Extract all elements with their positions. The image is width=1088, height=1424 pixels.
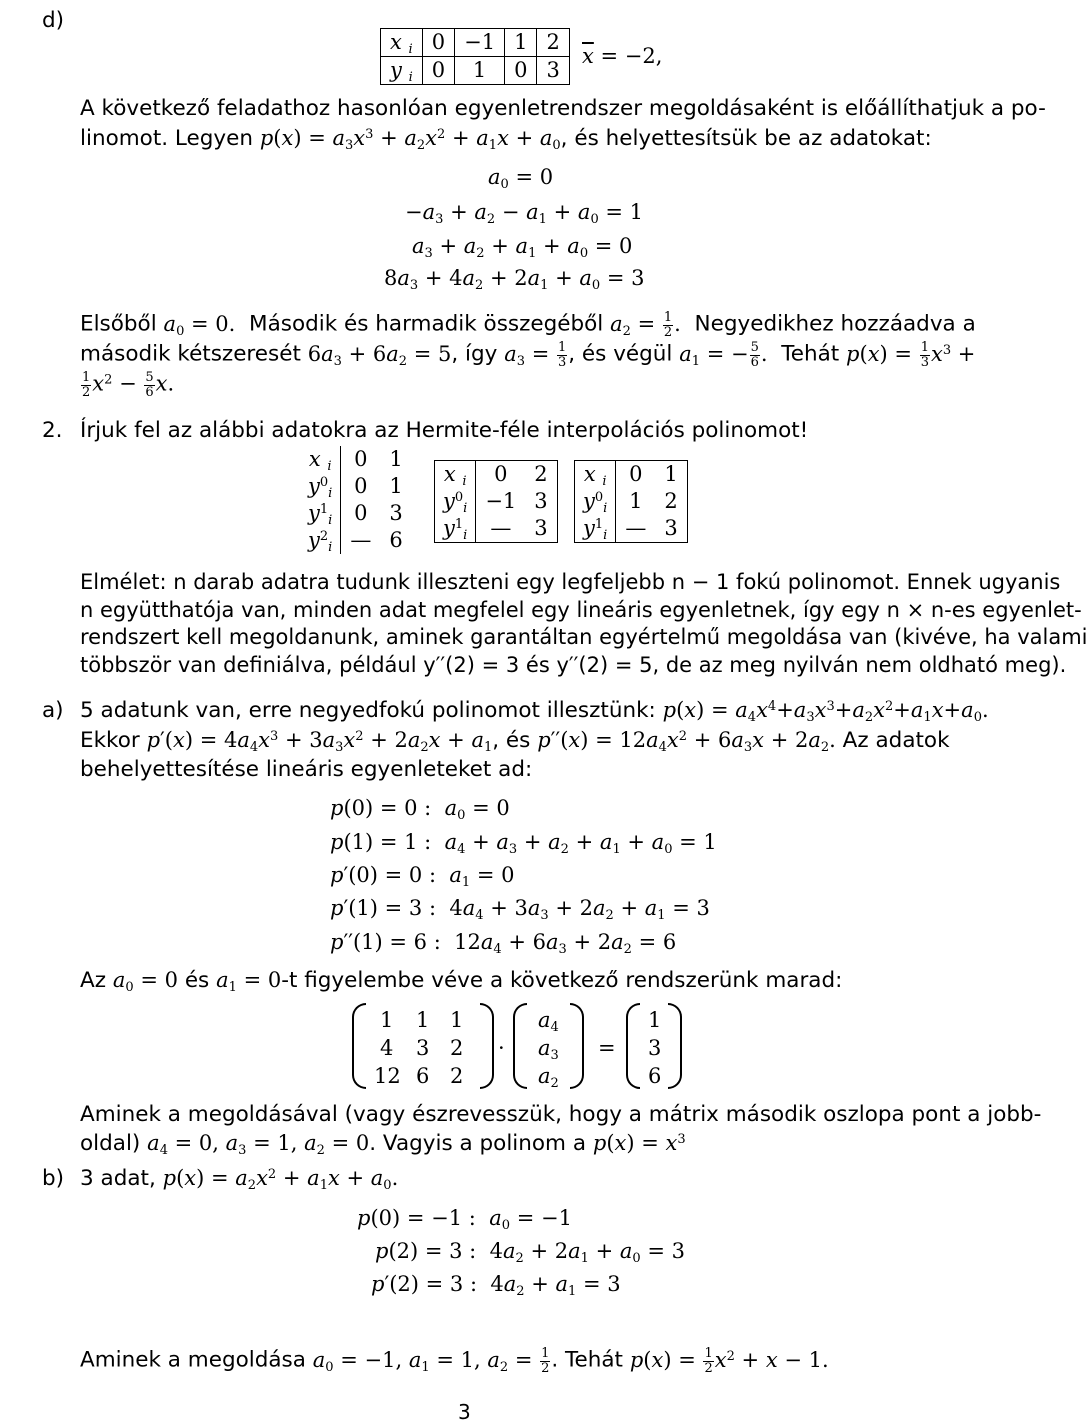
table-cell: 3 [537, 57, 569, 85]
matrix-cell: 2 [450, 1064, 464, 1088]
table-row: $y^0_i$ −1 3 [435, 488, 557, 515]
matrix-cell: 1 [450, 1008, 464, 1032]
page-number: 3 [458, 1400, 471, 1424]
cond-5: p′′(1) = 6 : $12a_4 + 6a_3 + 2a_2 = 6$ [330, 930, 677, 958]
hermite-table-1 [300, 446, 412, 554]
part-a-solution-1: Aminek a megoldásával (vagy észrevesszük, hogy a mátrix második oszlopa pont a jobb- [80, 1102, 1042, 1127]
matrix-cell: 12 [374, 1064, 401, 1088]
table-cell: 0 [354, 447, 368, 471]
table-cell: 2 [537, 29, 569, 57]
equals-sign: = [598, 1036, 616, 1060]
solution-line-1: Elsőből $a_0 = 0$. Második és harmadik összegéből $a_2$ = $\frac{1}{2}$ . Negyedikhez hozzáadva a [80, 310, 976, 340]
matrix-cell: 1 [416, 1008, 430, 1032]
table-cell: 6 [389, 528, 403, 552]
table-row: $y^1_i$ 0 3 [300, 500, 412, 527]
table-cell: 0 [431, 30, 446, 54]
solution-line-2: második kétszeresét $6a_3 + 6a_2 = 5$, így $a_3$ = $\frac{1}{3}$ , és végül $a_1$ = − $\frac{5}{6}$ . Tehát p(x) = $\frac{1}{3}$ $x^3$ + [80, 340, 976, 370]
cond-b-3: p′(2) = 3 : $4a_2 + a_1 = 3$ [371, 1272, 621, 1300]
dot-operator: · [498, 1036, 505, 1060]
hermite-table-3 [574, 460, 688, 543]
table-cell: 0 [505, 57, 537, 85]
intro-line-2: linomot. Legyen $p(x) = a_3x^3 + a_2x^2 + a_1x + a_0$, és helyettesítsük be az adatokat: [80, 126, 932, 154]
right-paren [668, 1003, 682, 1089]
matrix-cell: 1 [380, 1008, 394, 1032]
table-row: $y^1_i$ — 3 [435, 515, 557, 542]
part-d-label: d) [42, 8, 65, 33]
table-row: x $_i$ 0 −1 1 2 [381, 29, 570, 57]
table-cell: 0 [354, 474, 368, 498]
theory-line-2: n együtthatója van, minden adat megfelel egy lineáris egyenletnek, így egy n × n-es egyenlet- [80, 598, 1082, 622]
table-cell: 1 [629, 489, 643, 513]
left-paren [513, 1003, 527, 1089]
eq-2: $-a_3 + a_2 - a_1 + a_0 = 1$ [405, 200, 644, 228]
part-b-label: b) [42, 1166, 65, 1191]
table-cell: 1 [389, 474, 403, 498]
vector-cell: 1 [648, 1008, 662, 1032]
table-cell: 3 [534, 516, 548, 540]
part-a-line-2: Ekkor $p'(x) = 4a_4x^3 + 3a_3x^2 + 2a_2x + a_1$, és $p''(x) = 12a_4x^2 + 6a_3x + 2a_2$. Az adatok [80, 728, 950, 756]
table-row: $y^0_i$ 0 1 [300, 473, 412, 500]
task-2-title: Írjuk fel az alábbi adatokra az Hermite-féle interpolációs polinomot! [80, 418, 809, 443]
table-cell: 2 [664, 489, 678, 513]
cond-3: p′(0) = 0 : $a_1 = 0$ [330, 863, 515, 891]
right-paren [480, 1003, 494, 1089]
coefficient-matrix [374, 1008, 474, 1088]
cond-b-2: p(2) = 3 : $4a_2 + 2a_1 + a_0 = 3$ [375, 1239, 685, 1267]
vector-cell: 6 [648, 1064, 662, 1088]
vector-cell: 3 [648, 1036, 662, 1060]
theory-line-3: rendszert kell megoldanunk, aminek garantáltan egyértelmű megoldása van (kivéve, ha valami [80, 625, 1088, 649]
table-row: x $_i$ 0 1 [300, 446, 412, 473]
table-row: y $_i$ 0 1 0 3 [381, 57, 570, 85]
hermite-table-2 [434, 460, 558, 543]
theory-line-1: Elmélet: n darab adatra tudunk illeszteni egy legfeljebb n − 1 fokú polinomot. Ennek ugyanis [80, 570, 1061, 594]
eq-1: $a_0 = 0$ [488, 165, 554, 193]
table-cell: 1 [664, 462, 678, 486]
table-cell: — [350, 528, 372, 552]
cond-2: p(1) = 1 : $a_4 + a_3 + a_2 + a_1 + a_0 = 1$ [330, 830, 717, 858]
table-cell: — [490, 516, 512, 540]
left-paren [352, 1003, 366, 1089]
table-row: x $_i$ 0 1 [575, 461, 687, 488]
eq-4: $8a_3 + 4a_2 + 2a_1 + a_0 = 3$ [384, 266, 645, 294]
part-a-line-1: 5 adatunk van, erre negyedfokú polinomot illesztünk: $p(x) = a_4x^4+a_3x^3+a_2x^2+a_1x+a_0$. [80, 698, 989, 726]
data-table-d [380, 28, 570, 85]
intro-line-1: A következő feladathoz hasonlóan egyenletrendszer megoldásaként is előállíthatjuk a po- [80, 96, 1046, 121]
table-cell: 2 [534, 462, 548, 486]
part-b-solution: Aminek a megoldása $a_0 = -1$, $a_1 = 1$, $a_2$ = $\frac{1}{2}$ . Tehát p(x) = $\frac{1}{2}$ $x^2 + x - 1$. [80, 1346, 829, 1376]
table-row: $y^1_i$ — 3 [575, 515, 687, 542]
cond-1: p(0) = 0 : $a_0 = 0$ [330, 796, 510, 824]
table-cell: −1 [455, 29, 505, 57]
table-cell: 3 [389, 501, 403, 525]
solution-line-3: $\frac{1}{2}$ $x^2$ − $\frac{5}{6}$ x. [82, 370, 175, 400]
table-cell: — [625, 516, 647, 540]
table-cell: 0 [431, 58, 446, 82]
table-cell: 1 [389, 447, 403, 471]
system-intro: Az $a_0 = 0$ és $a_1 = 0-t$ figyelembe véve a következő rendszerünk marad: [80, 968, 843, 996]
task-2-label: 2. [42, 418, 63, 443]
cond-b-1: p(0) = −1 : $a_0 = -1$ [357, 1206, 572, 1234]
rhs-vector [648, 1008, 668, 1088]
cond-4: p′(1) = 3 : $4a_4 + 3a_3 + 2a_2 + a_1 = 3$ [330, 896, 710, 924]
unknown-vector: $a_4$ $a_3$ $a_2$ [538, 1008, 559, 1092]
matrix-cell: 6 [416, 1064, 430, 1088]
matrix-cell: 4 [380, 1036, 394, 1060]
table-cell: 1 [455, 57, 505, 85]
right-paren [570, 1003, 584, 1089]
table-cell: 3 [534, 489, 548, 513]
table-cell: 0 [629, 462, 643, 486]
theory-line-4: többször van definiálva, például y′′(2) = 3 és y′′(2) = 5, de az meg nyilván nem oldható meg). [80, 653, 1067, 677]
matrix-cell: 3 [416, 1036, 430, 1060]
table-cell: −1 [485, 489, 517, 513]
part-a-solution-2: oldal) $a_4 = 0$, $a_3 = 1$, $a_2 = 0$. Vagyis a polinom a $p(x) = x^3$ [80, 1131, 686, 1159]
xbar-equation: $\overline{x} = -2$, [582, 44, 663, 68]
table-cell: 1 [505, 29, 537, 57]
part-b-intro: 3 adat, $p(x) = a_2x^2 + a_1x + a_0$. [80, 1166, 399, 1194]
part-a-label: a) [42, 698, 64, 723]
table-row: x $_i$ 0 2 [435, 461, 557, 488]
table-row: $y^2_i$ — 6 [300, 527, 412, 554]
part-a-line-3: behelyettesítése lineáris egyenleteket ad: [80, 757, 533, 782]
table-cell: 0 [354, 501, 368, 525]
table-row: $y^0_i$ 1 2 [575, 488, 687, 515]
table-cell: 0 [494, 462, 508, 486]
matrix-cell: 2 [450, 1036, 464, 1060]
left-paren [626, 1003, 640, 1089]
eq-3: $a_3 + a_2 + a_1 + a_0 = 0$ [412, 234, 633, 262]
table-cell: 3 [664, 516, 678, 540]
